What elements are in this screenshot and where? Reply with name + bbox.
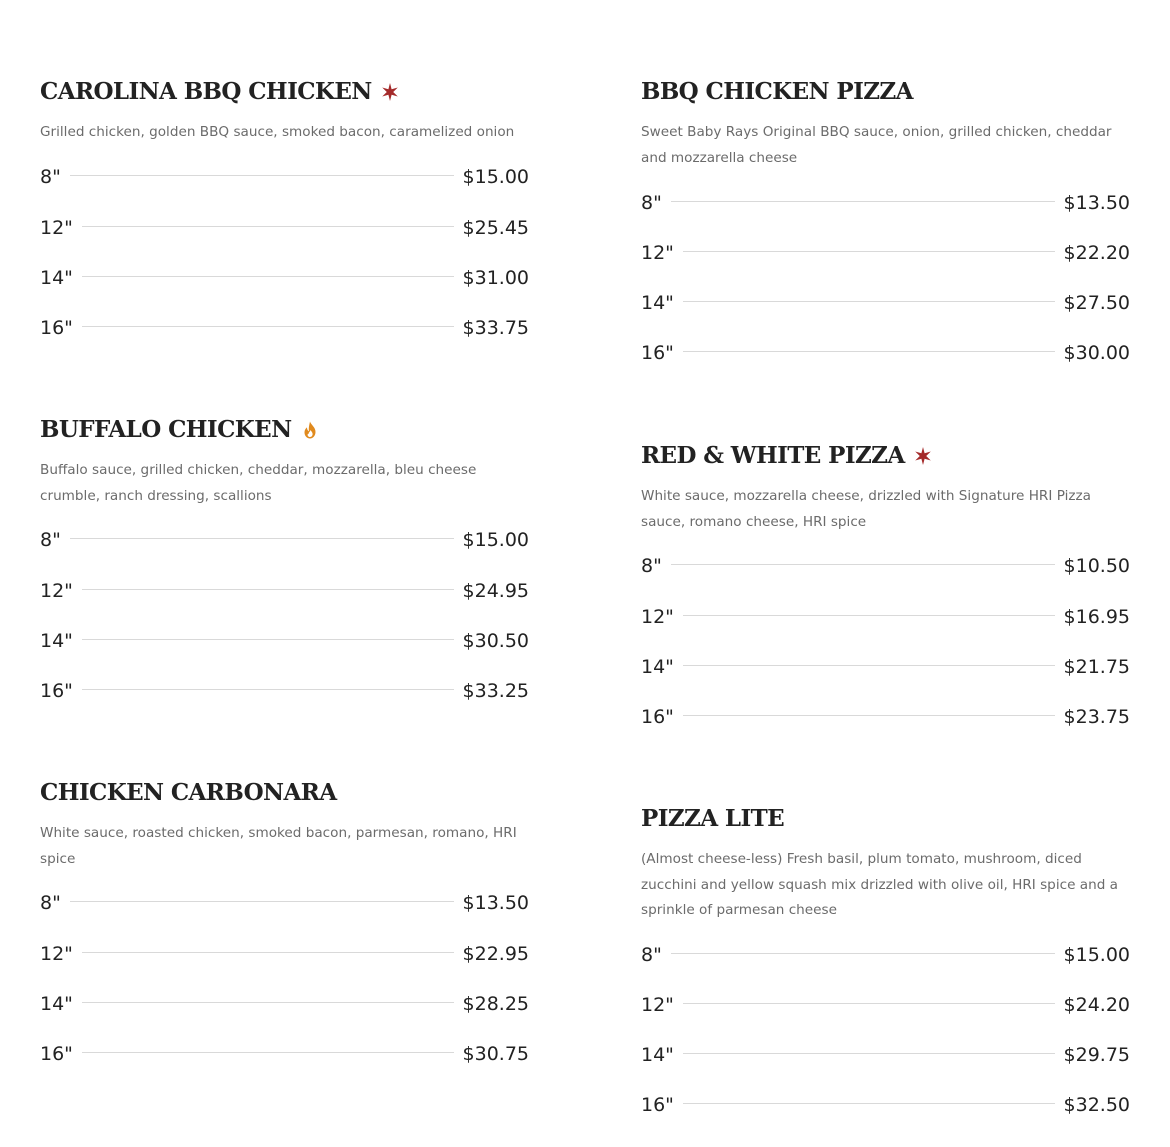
dotted-leader <box>683 1103 1055 1104</box>
price-value: $32.50 <box>1063 1094 1130 1116</box>
dotted-leader <box>82 276 454 277</box>
price-value: $22.20 <box>1063 242 1130 264</box>
menu-item-red-white-pizza <box>641 442 1130 728</box>
price-value: $23.75 <box>1063 706 1130 728</box>
size-label: 8" <box>40 529 61 551</box>
price-row <box>641 704 1130 730</box>
price-row <box>641 992 1130 1018</box>
size-label: 12" <box>40 217 73 239</box>
size-label: 8" <box>40 892 61 914</box>
size-label: 16" <box>641 342 674 364</box>
menu-item-chicken-carbonara <box>40 779 529 1065</box>
price-row <box>641 553 1130 579</box>
item-description: (Almost cheese-less) Fresh basil, plum tomato, mushroom, diced zucchini and yellow squash mix drizzled with olive oil, HRI spice and a sprinkle of parmesan cheese <box>641 851 1118 919</box>
price-row <box>641 604 1130 630</box>
price-row <box>40 315 529 341</box>
price-row <box>40 164 529 190</box>
size-label: 12" <box>641 994 674 1016</box>
menu-item-buffalo-chicken <box>40 416 529 702</box>
item-description: Grilled chicken, golden BBQ sauce, smoked bacon, caramelized onion <box>40 124 515 140</box>
item-title <box>641 805 1130 833</box>
item-title <box>40 78 529 106</box>
item-description: Sweet Baby Rays Original BBQ sauce, onion, grilled chicken, cheddar and mozzarella cheese <box>641 124 1112 166</box>
price-row <box>641 340 1130 366</box>
dotted-leader <box>683 665 1055 666</box>
price-value: $31.00 <box>462 267 529 289</box>
price-row <box>40 628 529 654</box>
size-label: 16" <box>40 680 73 702</box>
size-label: 16" <box>40 317 73 339</box>
size-label: 14" <box>641 292 674 314</box>
price-value: $15.00 <box>1063 944 1130 966</box>
item-title <box>40 416 529 444</box>
dotted-leader <box>70 901 454 902</box>
size-label: 8" <box>641 192 662 214</box>
item-description: White sauce, roasted chicken, smoked bacon, parmesan, romano, HRI spice <box>40 825 517 867</box>
dotted-leader <box>82 589 454 590</box>
price-value: $30.50 <box>462 630 529 652</box>
price-row <box>641 1092 1130 1118</box>
dotted-leader <box>683 251 1055 252</box>
price-row <box>40 527 529 553</box>
price-value: $22.95 <box>462 943 529 965</box>
price-row <box>40 265 529 291</box>
item-title-text: RED & WHITE PIZZA <box>641 442 905 469</box>
size-label: 12" <box>641 242 674 264</box>
size-label: 14" <box>40 993 73 1015</box>
menu-item-pizza-lite <box>641 805 1130 1116</box>
size-label: 8" <box>641 555 662 577</box>
dotted-leader <box>82 952 454 953</box>
dotted-leader <box>671 201 1055 202</box>
item-title <box>641 78 1130 106</box>
price-value: $28.25 <box>462 993 529 1015</box>
price-value: $16.95 <box>1063 606 1130 628</box>
dotted-leader <box>70 538 454 539</box>
dotted-leader <box>671 564 1055 565</box>
item-title-text: PIZZA LITE <box>641 805 785 832</box>
size-label: 16" <box>641 1094 674 1116</box>
price-value: $24.20 <box>1063 994 1130 1016</box>
price-row <box>40 578 529 604</box>
price-value: $27.50 <box>1063 292 1130 314</box>
price-row <box>40 991 529 1017</box>
dotted-leader <box>82 1002 454 1003</box>
price-value: $24.95 <box>462 580 529 602</box>
item-description: White sauce, mozzarella cheese, drizzled with Signature HRI Pizza sauce, romano cheese, HRI spice <box>641 488 1091 530</box>
price-value: $25.45 <box>462 217 529 239</box>
price-row <box>641 942 1130 968</box>
size-label: 12" <box>40 943 73 965</box>
price-value: $15.00 <box>462 166 529 188</box>
size-label: 14" <box>641 656 674 678</box>
dotted-leader <box>82 226 454 227</box>
price-row <box>641 290 1130 316</box>
size-label: 8" <box>40 166 61 188</box>
dotted-leader <box>671 953 1055 954</box>
size-label: 16" <box>641 706 674 728</box>
price-row <box>40 1041 529 1067</box>
item-description: Buffalo sauce, grilled chicken, cheddar, mozzarella, bleu cheese crumble, ranch dressing, scallions <box>40 462 477 504</box>
dotted-leader <box>683 1003 1055 1004</box>
price-row <box>40 678 529 704</box>
price-value: $13.50 <box>1063 192 1130 214</box>
price-value: $21.75 <box>1063 656 1130 678</box>
dotted-leader <box>683 351 1055 352</box>
price-row <box>40 215 529 241</box>
menu-item-bbq-chicken-pizza <box>641 78 1130 364</box>
item-title-text: CHICKEN CARBONARA <box>40 779 337 806</box>
dotted-leader <box>82 326 454 327</box>
dotted-leader <box>683 615 1055 616</box>
dotted-leader <box>82 1052 454 1053</box>
size-label: 12" <box>40 580 73 602</box>
item-title-text: BUFFALO CHICKEN <box>40 416 292 443</box>
star-icon <box>913 446 933 466</box>
size-label: 8" <box>641 944 662 966</box>
item-title-text: BBQ CHICKEN PIZZA <box>641 78 913 105</box>
price-row <box>641 240 1130 266</box>
item-title-text: CAROLINA BBQ CHICKEN <box>40 78 372 105</box>
price-value: $29.75 <box>1063 1044 1130 1066</box>
item-title <box>40 779 529 807</box>
price-value: $10.50 <box>1063 555 1130 577</box>
dotted-leader <box>70 175 454 176</box>
price-row <box>40 941 529 967</box>
dotted-leader <box>683 1053 1055 1054</box>
dotted-leader <box>82 639 454 640</box>
dotted-leader <box>82 689 454 690</box>
dotted-leader <box>683 715 1055 716</box>
price-value: $15.00 <box>462 529 529 551</box>
dotted-leader <box>683 301 1055 302</box>
size-label: 14" <box>40 267 73 289</box>
price-row <box>40 890 529 916</box>
size-label: 16" <box>40 1043 73 1065</box>
price-value: $30.75 <box>462 1043 529 1065</box>
size-label: 12" <box>641 606 674 628</box>
price-row <box>641 1042 1130 1068</box>
price-value: $13.50 <box>462 892 529 914</box>
menu-item-carolina-bbq-chicken <box>40 78 529 339</box>
price-value: $30.00 <box>1063 342 1130 364</box>
size-label: 14" <box>641 1044 674 1066</box>
price-value: $33.75 <box>462 317 529 339</box>
item-title <box>641 442 1130 470</box>
flame-icon <box>300 420 320 440</box>
size-label: 14" <box>40 630 73 652</box>
price-row <box>641 190 1130 216</box>
price-row <box>641 654 1130 680</box>
price-value: $33.25 <box>462 680 529 702</box>
star-icon <box>380 82 400 102</box>
